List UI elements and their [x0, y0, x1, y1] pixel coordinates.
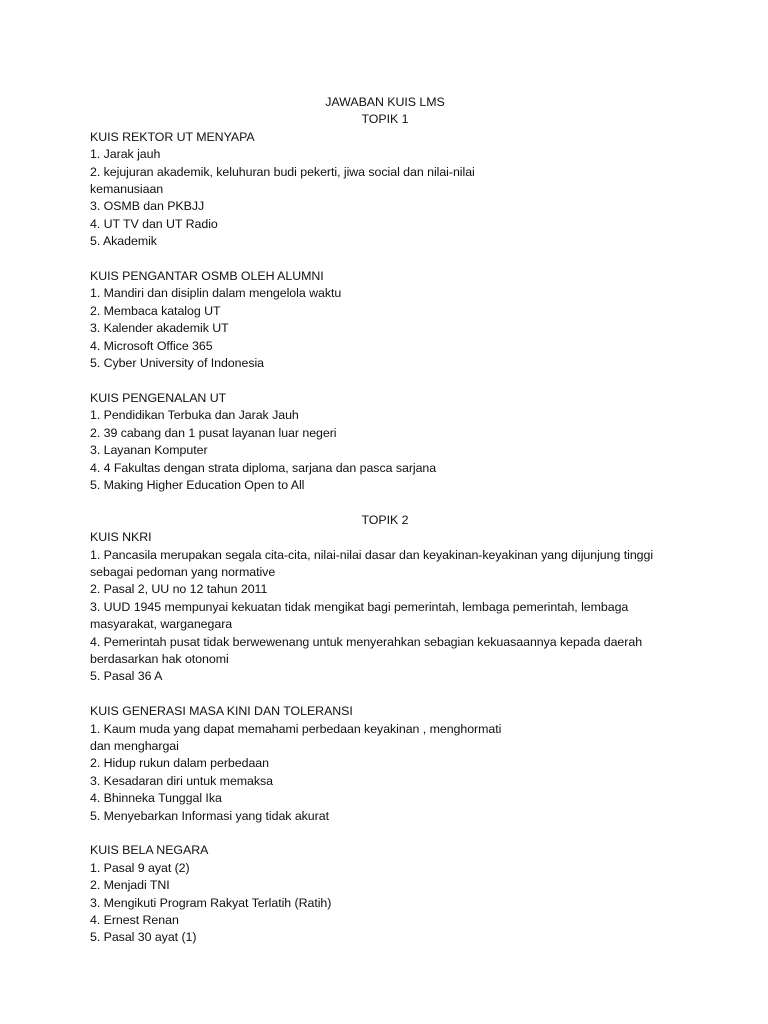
answer-line: 1. Kaum muda yang dapat memahami perbedaan keyakinan , menghormati	[90, 721, 502, 736]
answer-line: 5. Pasal 30 ayat (1)	[90, 930, 197, 945]
answer-line: masyarakat, warganegara	[90, 617, 233, 632]
answer-line: 2. 39 cabang dan 1 pusat layanan luar negeri	[90, 425, 337, 440]
answer-line: 4. Bhinneka Tunggal Ika	[90, 791, 222, 806]
answer-line: 2. Hidup rukun dalam perbedaan	[90, 756, 269, 771]
answer-line: 4. 4 Fakultas dengan strata diploma, sarjana dan pasca sarjana	[90, 460, 437, 475]
section-gap	[90, 825, 690, 842]
answer-line: kemanusiaan	[90, 182, 164, 197]
section-heading: KUIS PENGENALAN UT	[90, 390, 227, 405]
section-gap	[90, 372, 690, 389]
section-heading: KUIS REKTOR UT MENYAPA	[90, 129, 255, 144]
answer-line: 1. Pendidikan Terbuka dan Jarak Jauh	[90, 408, 299, 423]
answer-line: 1. Mandiri dan disiplin dalam mengelola waktu	[90, 286, 342, 301]
answer-line: 5. Making Higher Education Open to All	[90, 477, 305, 492]
answer-line: 5. Cyber University of Indonesia	[90, 356, 265, 371]
section-gap	[90, 251, 690, 268]
answer-line: 4. Ernest Renan	[90, 913, 179, 928]
answer-line: 5. Menyebarkan Informasi yang tidak akurat	[90, 808, 329, 823]
answer-line: 2. kejujuran akademik, keluhuran budi pekerti, jiwa social dan nilai-nilai	[90, 164, 475, 179]
answer-line: dan menghargai	[90, 738, 179, 753]
answer-line: 2. Menjadi TNI	[90, 878, 170, 893]
answer-line: 4. Microsoft Office 365	[90, 338, 213, 353]
answer-line: berdasarkan hak otonomi	[90, 651, 229, 666]
answer-line: 1. Pasal 9 ayat (2)	[90, 860, 190, 875]
answer-line: 1. Pancasila merupakan segala cita-cita, nilai-nilai dasar dan keyakinan-keyakinan yang dijunjung tinggi	[90, 547, 654, 562]
answer-line: 3. Mengikuti Program Rakyat Terlatih (Ratih)	[90, 895, 332, 910]
answer-line: 3. Kalender akademik UT	[90, 321, 229, 336]
answer-line: 3. Kesadaran diri untuk memaksa	[90, 773, 274, 788]
answer-line: 5. Pasal 36 A	[90, 669, 163, 684]
section-heading: KUIS GENERASI MASA KINI DAN TOLERANSI	[90, 704, 353, 719]
section-gap	[90, 686, 690, 703]
section-heading: KUIS BELA NEGARA	[90, 843, 209, 858]
answer-line: sebagai pedoman yang normative	[90, 564, 276, 579]
answer-line: 4. Pemerintah pusat tidak berwewenang untuk menyerahkan sebagian kekuasaannya kepada daerah	[90, 634, 643, 649]
answer-line: 5. Akademik	[90, 234, 157, 249]
answer-line: 3. UUD 1945 mempunyai kekuatan tidak mengikat bagi pemerintah, lembaga pemerintah, lembaga	[90, 599, 629, 614]
document-title: JAWABAN KUIS LMS	[325, 95, 445, 109]
section-heading: KUIS NKRI	[90, 530, 152, 545]
answer-line: 3. Layanan Komputer	[90, 443, 208, 458]
answer-line: 1. Jarak jauh	[90, 147, 161, 162]
section-gap	[90, 494, 690, 511]
answer-line: 4. UT TV dan UT Radio	[90, 216, 218, 231]
answer-line: 2. Membaca katalog UT	[90, 303, 221, 318]
topic-1-heading: TOPIK 1	[361, 112, 409, 127]
answer-line: 3. OSMB dan PKBJJ	[90, 199, 205, 214]
topic-2-heading: TOPIK 2	[361, 512, 409, 527]
document-content	[90, 94, 690, 947]
section-heading: KUIS PENGANTAR OSMB OLEH ALUMNI	[90, 269, 324, 284]
answer-line: 2. Pasal 2, UU no 12 tahun 2011	[90, 582, 268, 597]
